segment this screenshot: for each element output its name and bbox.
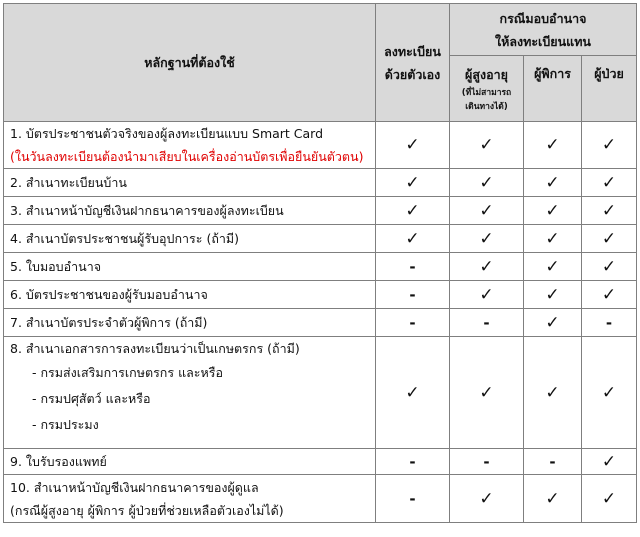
- checkmark-icon: ✓: [524, 337, 582, 449]
- elderly-header: [450, 56, 524, 122]
- self-register-header: [376, 4, 450, 122]
- checkmark-icon: ✓: [582, 475, 637, 523]
- evidence-header: หลักฐานที่ต้องใช้: [4, 4, 376, 122]
- checkmark-icon: ✓: [582, 197, 637, 225]
- requirement-item: [4, 169, 376, 197]
- table-row: [4, 475, 637, 523]
- table-row: [4, 122, 637, 169]
- dash-mark: -: [524, 449, 582, 475]
- dash-mark: -: [376, 449, 450, 475]
- requirement-item: [4, 449, 376, 475]
- requirement-subitem: - กรมปศุสัตว์ และหรือ: [32, 391, 151, 406]
- checkmark-icon: ✓: [524, 475, 582, 523]
- table-row: [4, 281, 637, 309]
- checkmark-icon: ✓: [582, 225, 637, 253]
- proxy-header-line2: ให้ลงทะเบียนแทน: [495, 33, 591, 49]
- checkmark-icon: ✓: [450, 475, 524, 523]
- checkmark-icon: ✓: [376, 225, 450, 253]
- dash-mark: -: [450, 449, 524, 475]
- dash-mark: -: [376, 253, 450, 281]
- checkmark-icon: ✓: [450, 281, 524, 309]
- patient-header: ผู้ป่วย: [582, 56, 637, 122]
- elderly-label: ผู้สูงอายุ: [465, 66, 508, 82]
- self-register-line2: ด้วยตัวเอง: [384, 66, 441, 82]
- requirement-text: 7. สำเนาบัตรประจำตัวผู้พิการ (ถ้ามี): [10, 315, 208, 330]
- table-row: [4, 225, 637, 253]
- checkmark-icon: ✓: [582, 169, 637, 197]
- table-row: [4, 337, 637, 449]
- checkmark-icon: ✓: [450, 169, 524, 197]
- elderly-note-line1: (ที่ไม่สามารถ: [461, 87, 512, 98]
- requirement-item: [4, 122, 376, 169]
- checkmark-icon: ✓: [582, 449, 637, 475]
- checkmark-icon: ✓: [450, 253, 524, 281]
- checkmark-icon: ✓: [524, 197, 582, 225]
- checkmark-icon: ✓: [582, 122, 637, 169]
- requirement-item: [4, 253, 376, 281]
- requirement-item: [4, 337, 376, 449]
- checkmark-icon: ✓: [450, 122, 524, 169]
- requirement-item: [4, 197, 376, 225]
- elderly-note-line2: เดินทางได้): [465, 101, 508, 112]
- requirement-item: [4, 281, 376, 309]
- requirement-text: 5. ใบมอบอำนาจ: [10, 259, 102, 274]
- checkmark-icon: ✓: [524, 225, 582, 253]
- requirement-text: 1. บัตรประชาชนตัวจริงของผู้ลงทะเบียนแบบ Smart Card: [10, 126, 324, 141]
- requirement-item: [4, 309, 376, 337]
- checkmark-icon: ✓: [376, 122, 450, 169]
- dash-mark: -: [376, 475, 450, 523]
- checkmark-icon: ✓: [524, 169, 582, 197]
- table-row: [4, 197, 637, 225]
- checkmark-icon: ✓: [524, 253, 582, 281]
- requirement-note: (ในวันลงทะเบียนต้องนำมาเสียบในเครื่องอ่านบัตรเพื่อยืนยันตัวตน): [10, 149, 364, 164]
- requirement-text: 10. สำเนาหน้าบัญชีเงินฝากธนาคารของผู้ดูแล: [10, 479, 259, 495]
- requirement-text: 4. สำเนาบัตรประชาชนผู้รับอุปการะ (ถ้ามี): [10, 231, 240, 246]
- dash-mark: -: [376, 309, 450, 337]
- requirements-table: [3, 3, 637, 523]
- requirement-item: [4, 225, 376, 253]
- checkmark-icon: ✓: [376, 337, 450, 449]
- checkmark-icon: ✓: [524, 309, 582, 337]
- requirement-text: 2. สำเนาทะเบียนบ้าน: [10, 175, 127, 190]
- proxy-header: [450, 4, 637, 56]
- dash-mark: -: [582, 309, 637, 337]
- table-row: [4, 253, 637, 281]
- table-row: [4, 169, 637, 197]
- checkmark-icon: ✓: [376, 169, 450, 197]
- checkmark-icon: ✓: [582, 253, 637, 281]
- requirement-subitem: - กรมประมง: [32, 417, 99, 432]
- table-row: [4, 309, 637, 337]
- checkmark-icon: ✓: [524, 122, 582, 169]
- checkmark-icon: ✓: [582, 281, 637, 309]
- requirement-text: 8. สำเนาเอกสารการลงทะเบียนว่าเป็นเกษตรกร (ถ้ามี): [10, 341, 300, 356]
- disabled-header: ผู้พิการ: [524, 56, 582, 122]
- checkmark-icon: ✓: [450, 337, 524, 449]
- requirement-subitem: - กรมส่งเสริมการเกษตรกร และหรือ: [32, 365, 223, 380]
- dash-mark: -: [376, 281, 450, 309]
- checkmark-icon: ✓: [450, 197, 524, 225]
- dash-mark: -: [450, 309, 524, 337]
- self-register-line1: ลงทะเบียน: [384, 43, 441, 59]
- checkmark-icon: ✓: [376, 197, 450, 225]
- requirement-text: 9. ใบรับรองแพทย์: [10, 454, 107, 469]
- requirement-text: 6. บัตรประชาชนของผู้รับมอบอำนาจ: [10, 287, 208, 302]
- proxy-header-line1: กรณีมอบอำนาจ: [499, 10, 587, 26]
- checkmark-icon: ✓: [450, 225, 524, 253]
- checkmark-icon: ✓: [524, 281, 582, 309]
- checkmark-icon: ✓: [582, 337, 637, 449]
- requirement-text: 3. สำเนาหน้าบัญชีเงินฝากธนาคารของผู้ลงทะเบียน: [10, 203, 284, 218]
- requirement-text: (กรณีผู้สูงอายุ ผู้พิการ ผู้ป่วยที่ช่วยเหลือตัวเองไม่ได้): [10, 502, 284, 518]
- requirement-item: [4, 475, 376, 523]
- table-row: [4, 449, 637, 475]
